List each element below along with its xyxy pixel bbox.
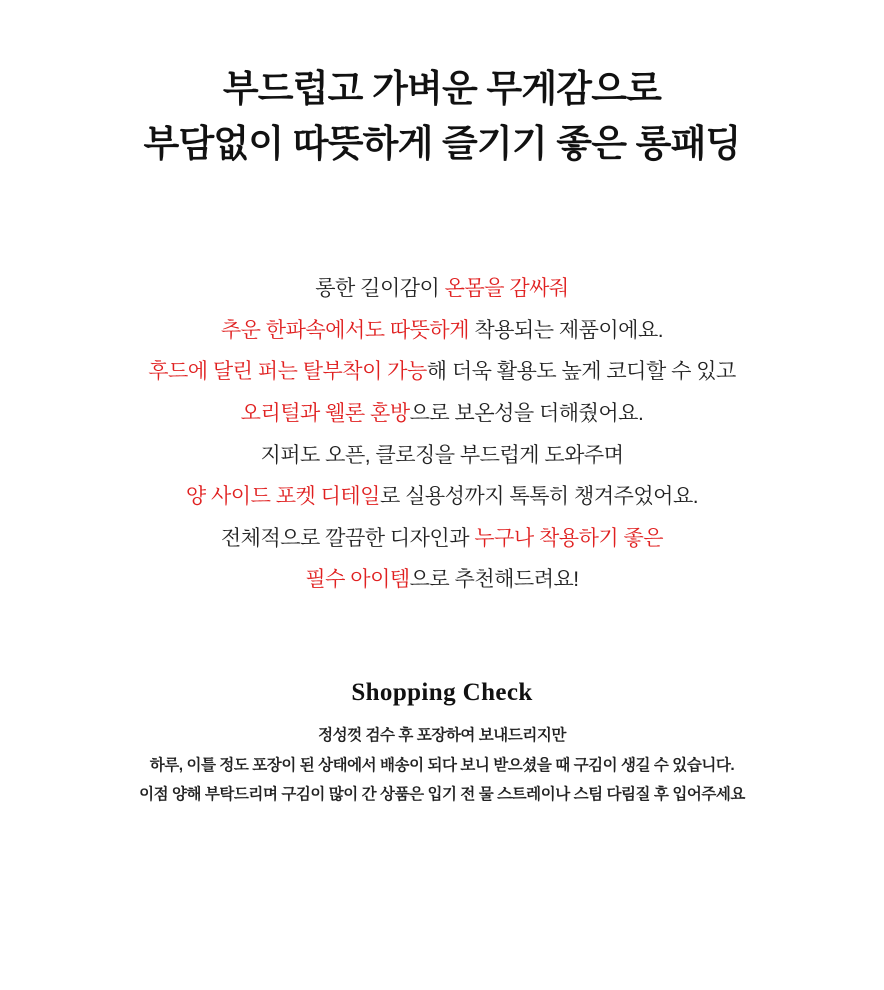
description-line-8	[148, 559, 736, 601]
shopping-check-line-3: 이점 양해 부탁드리며 구김이 많이 간 상품은 입기 전 물 스트레이나 스팀 다림질 후 입어주세요	[139, 786, 745, 804]
description-text: 전체적으로 깔끔한 디자인과	[220, 526, 475, 550]
description-text: 해 더욱 활용도 높게 코디할 수 있고	[426, 360, 736, 384]
description-text: 롱한 길이감이	[315, 277, 445, 301]
shopping-check-title: Shopping Check	[351, 678, 533, 706]
description-highlight: 추운 한파속에서도 따뜻하게	[220, 318, 469, 342]
description-line-1	[148, 268, 736, 310]
description-text: 로 실용성까지 톡톡히 챙겨주었어요.	[379, 485, 699, 509]
page-title	[144, 62, 741, 172]
description-line-6	[148, 476, 736, 518]
description-line-3	[148, 351, 736, 393]
description-highlight: 양 사이드 포켓 디테일	[185, 485, 380, 509]
shopping-check-body	[0, 721, 884, 810]
page-title-line-2: 부담없이 따뜻하게 즐기기 좋은 롱패딩	[143, 122, 741, 164]
description-highlight: 온몸을 감싸줘	[444, 277, 569, 301]
shopping-check-line-1: 정성껏 검수 후 포장하여 보내드리지만	[318, 726, 566, 744]
description-line-2	[148, 310, 736, 352]
description-line-4	[148, 393, 736, 435]
description-text: 착용되는 제품이에요.	[469, 318, 664, 342]
shopping-check-line-2: 하루, 이틀 정도 포장이 된 상태에서 배송이 되다 보니 받으셨을 때 구김이 생길 수 있습니다.	[149, 756, 735, 774]
description-text: 으로 추천해드려요!	[409, 568, 579, 592]
description-highlight: 필수 아이템	[305, 568, 410, 592]
description-text: 지퍼도 오픈, 클로징을 부드럽게 도와주며	[260, 443, 624, 467]
page-title-line-1: 부드럽고 가벼운 무게감으로	[222, 68, 662, 109]
description-highlight: 오리털과 웰론 혼방	[240, 402, 410, 426]
description-text: 으로 보온성을 더해줬어요.	[409, 402, 644, 426]
product-description	[148, 268, 736, 601]
description-line-7	[148, 518, 736, 560]
description-highlight: 후드에 달린 퍼는 탈부착이 가능	[148, 360, 427, 384]
description-highlight: 누구나 착용하기 좋은	[474, 526, 664, 550]
shopping-check-section	[0, 679, 884, 810]
description-line-5	[148, 435, 736, 477]
